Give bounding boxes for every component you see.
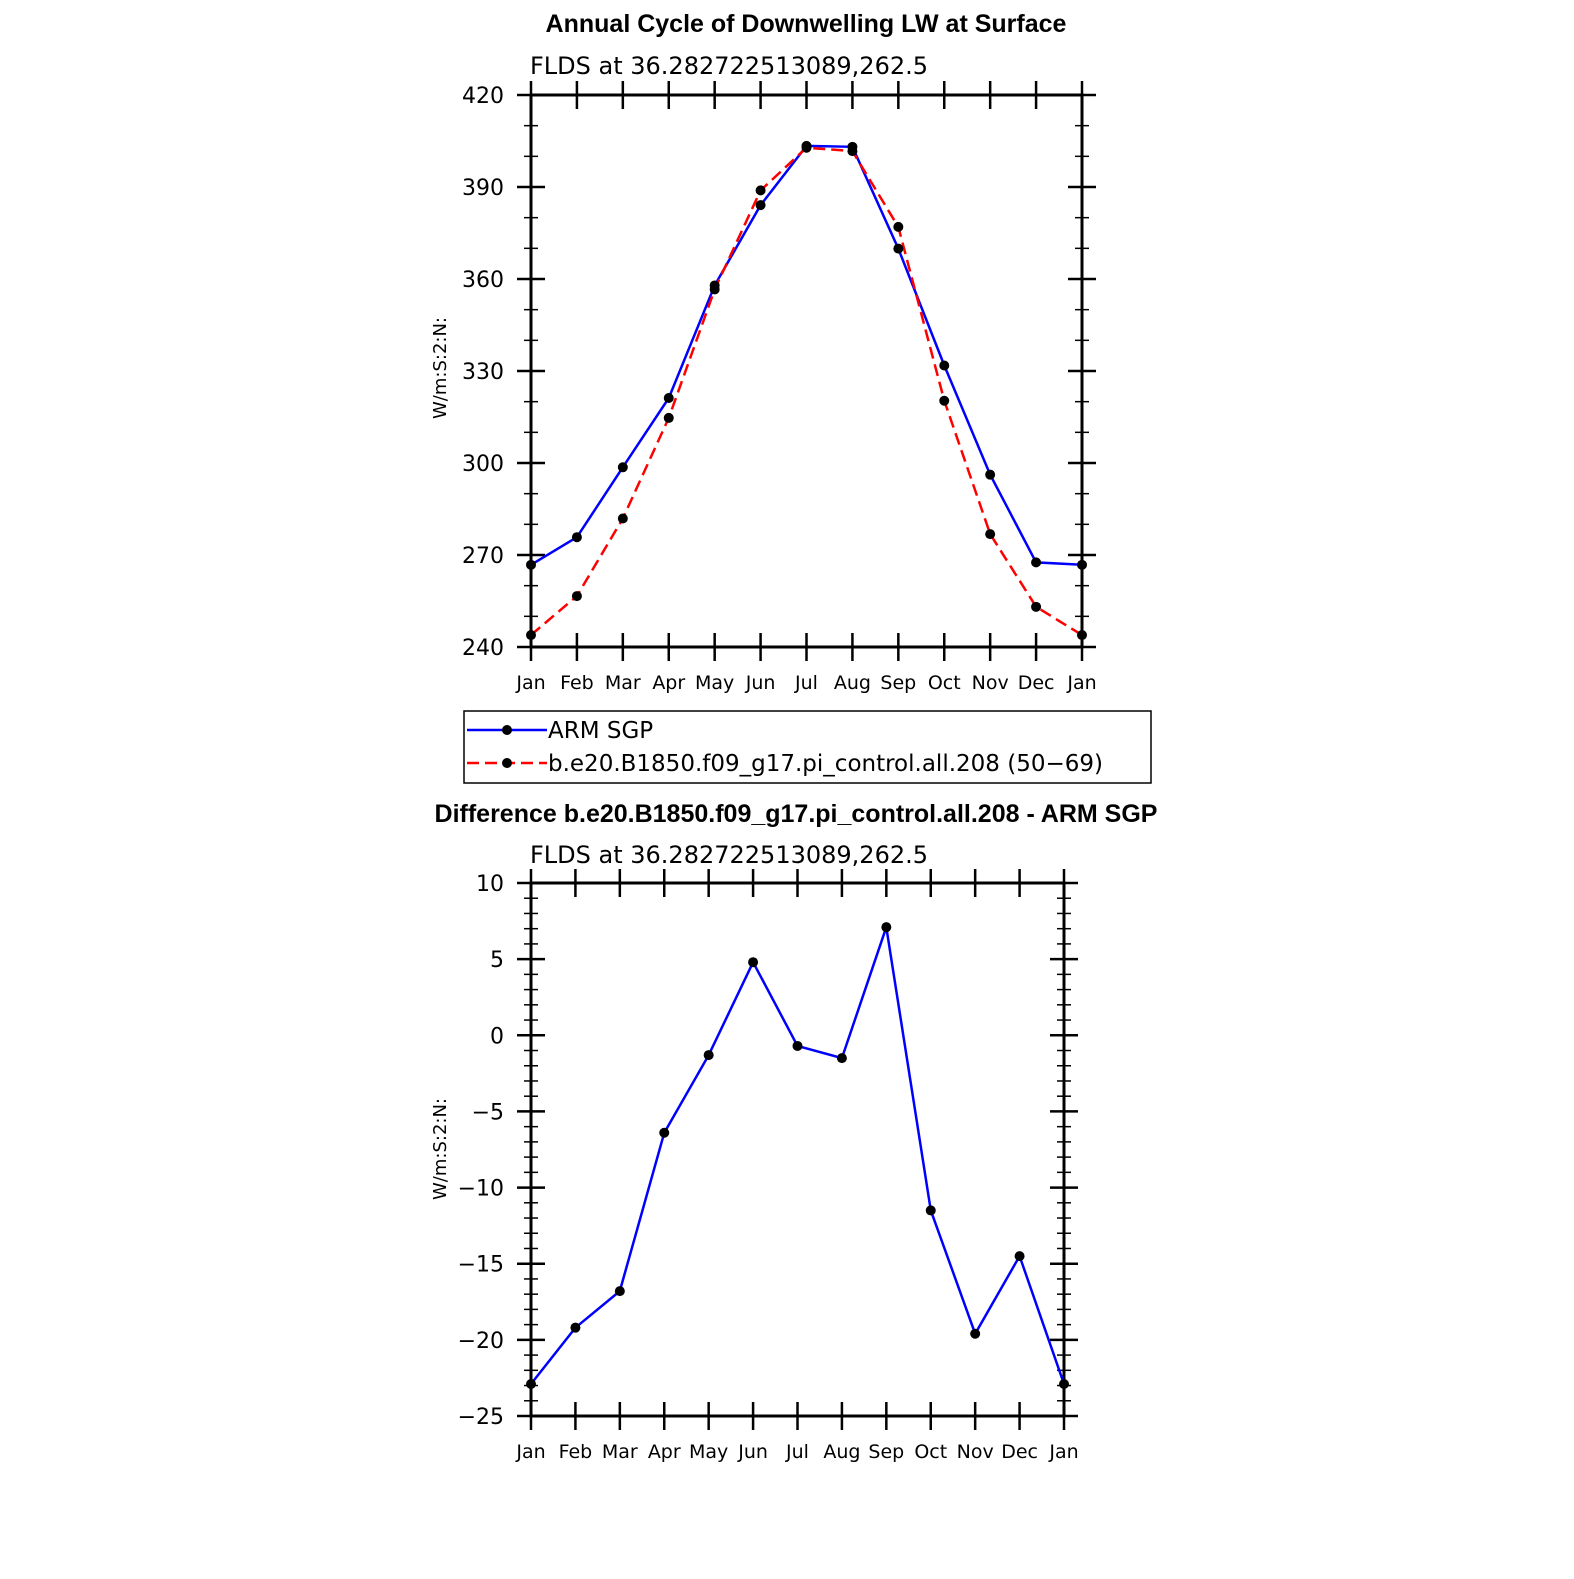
data-point <box>985 470 995 480</box>
x-tick-label: May <box>695 672 735 694</box>
data-point <box>618 462 628 472</box>
data-point <box>985 529 995 539</box>
x-tick-label: Jan <box>1067 672 1097 694</box>
legend-item-model <box>467 751 1103 777</box>
legend-marker-arm-sgp <box>502 725 512 735</box>
data-point <box>664 393 674 403</box>
y-axis-label: W/m:S:2:N: <box>430 317 451 419</box>
data-point <box>939 396 949 406</box>
data-point <box>748 957 758 967</box>
x-tick-label: May <box>689 1441 729 1463</box>
y-tick-label: −10 <box>457 1176 504 1202</box>
y-tick-label: −20 <box>457 1328 504 1354</box>
y-tick-labels <box>458 872 504 1430</box>
legend-label-arm-sgp: ARM SGP <box>548 718 654 744</box>
data-point <box>526 630 536 640</box>
data-point <box>939 360 949 370</box>
x-tick-label: Feb <box>560 672 594 694</box>
x-tick-labels <box>515 672 1096 694</box>
chart-subtitle: FLDS at 36.282722513089,262.5 <box>530 52 929 80</box>
data-point <box>1059 1379 1069 1389</box>
x-tick-label: Apr <box>652 672 686 694</box>
y-tick-label: −5 <box>471 1100 504 1126</box>
data-point <box>1077 630 1087 640</box>
data-point <box>710 284 720 294</box>
y-tick-label: −15 <box>457 1252 504 1278</box>
data-point <box>926 1205 936 1215</box>
y-tick-label: 390 <box>462 176 504 201</box>
y-tick-label: 360 <box>462 268 504 293</box>
data-point <box>1015 1251 1025 1261</box>
x-tick-label: Dec <box>1001 1441 1038 1463</box>
legend <box>464 711 1151 783</box>
x-tick-label: Jun <box>738 1441 768 1463</box>
data-point <box>802 143 812 153</box>
x-tick-label: Mar <box>601 1441 638 1463</box>
series-points <box>526 922 1069 1389</box>
data-point <box>847 146 857 156</box>
x-tick-label: Aug <box>833 672 871 694</box>
data-point <box>664 413 674 423</box>
x-tick-label: Feb <box>558 1441 593 1463</box>
data-point <box>756 200 766 210</box>
data-point <box>1031 602 1041 612</box>
data-point <box>704 1050 714 1060</box>
y-axis-label: W/m:S:2:N: <box>430 1098 451 1200</box>
y-tick-label: 270 <box>462 544 504 569</box>
x-tick-label: Sep <box>868 1441 905 1463</box>
series-points <box>526 141 1087 640</box>
data-point <box>756 185 766 195</box>
data-point <box>1077 560 1087 570</box>
legend-marker-model <box>502 758 512 768</box>
x-tick-label: Jan <box>1049 1441 1079 1463</box>
chart-title: Annual Cycle of Downwelling LW at Surface <box>545 10 1067 38</box>
y-tick-label: 330 <box>462 360 504 385</box>
data-point <box>526 1379 536 1389</box>
data-point <box>570 1323 580 1333</box>
plot-frame <box>531 95 1082 647</box>
series-line-1 <box>531 148 1082 635</box>
y-tick-labels <box>462 84 504 661</box>
y-tick-label: 0 <box>490 1024 504 1050</box>
y-tick-label: −25 <box>457 1405 504 1430</box>
x-tick-label: Aug <box>823 1441 861 1463</box>
data-point <box>893 244 903 254</box>
x-tick-label: Jan <box>516 1441 546 1463</box>
data-point <box>615 1286 625 1296</box>
data-point <box>572 532 582 542</box>
x-tick-label: Dec <box>1017 672 1055 694</box>
data-point <box>659 1128 669 1138</box>
x-tick-label: Apr <box>647 1441 681 1463</box>
data-point <box>526 560 536 570</box>
data-point <box>618 514 628 524</box>
x-tick-label: Mar <box>604 672 641 694</box>
x-tick-label: Jan <box>516 672 546 694</box>
x-tick-label: Jul <box>795 672 818 694</box>
chart-title: Difference b.e20.B1850.f09_g17.pi_control.all.208 - ARM SGP <box>434 800 1158 828</box>
data-point <box>970 1329 980 1339</box>
series-lines <box>531 927 1064 1384</box>
series-line-0 <box>531 927 1064 1384</box>
x-tick-label: Jun <box>745 672 776 694</box>
x-tick-label: Nov <box>971 672 1009 694</box>
chart-subtitle: FLDS at 36.282722513089,262.5 <box>530 841 929 869</box>
x-tick-label: Oct <box>914 1441 948 1463</box>
y-tick-label: 300 <box>462 452 504 477</box>
y-tick-label: 5 <box>490 948 504 974</box>
data-point <box>1031 557 1041 567</box>
x-tick-label: Nov <box>956 1441 994 1463</box>
data-point <box>881 922 891 932</box>
y-tick-label: 240 <box>462 636 504 661</box>
chart-difference <box>430 800 1157 1463</box>
y-tick-label: 420 <box>462 84 504 109</box>
x-tick-label: Oct <box>927 672 961 694</box>
data-point <box>893 222 903 232</box>
y-tick-label: 10 <box>476 872 504 897</box>
axis-ticks <box>517 869 1078 1430</box>
series-line-0 <box>531 146 1082 565</box>
data-point <box>793 1041 803 1051</box>
x-tick-labels <box>515 1441 1078 1463</box>
chart-annual-cycle <box>430 10 1151 783</box>
data-point <box>837 1053 847 1063</box>
x-tick-label: Sep <box>880 672 917 694</box>
axis-ticks <box>517 81 1096 661</box>
plot-frame <box>531 883 1064 1416</box>
x-tick-label: Jul <box>786 1441 809 1463</box>
data-point <box>572 591 582 601</box>
legend-label-model: b.e20.B1850.f09_g17.pi_control.all.208 (50−69) <box>548 751 1103 777</box>
series-lines <box>531 146 1082 635</box>
